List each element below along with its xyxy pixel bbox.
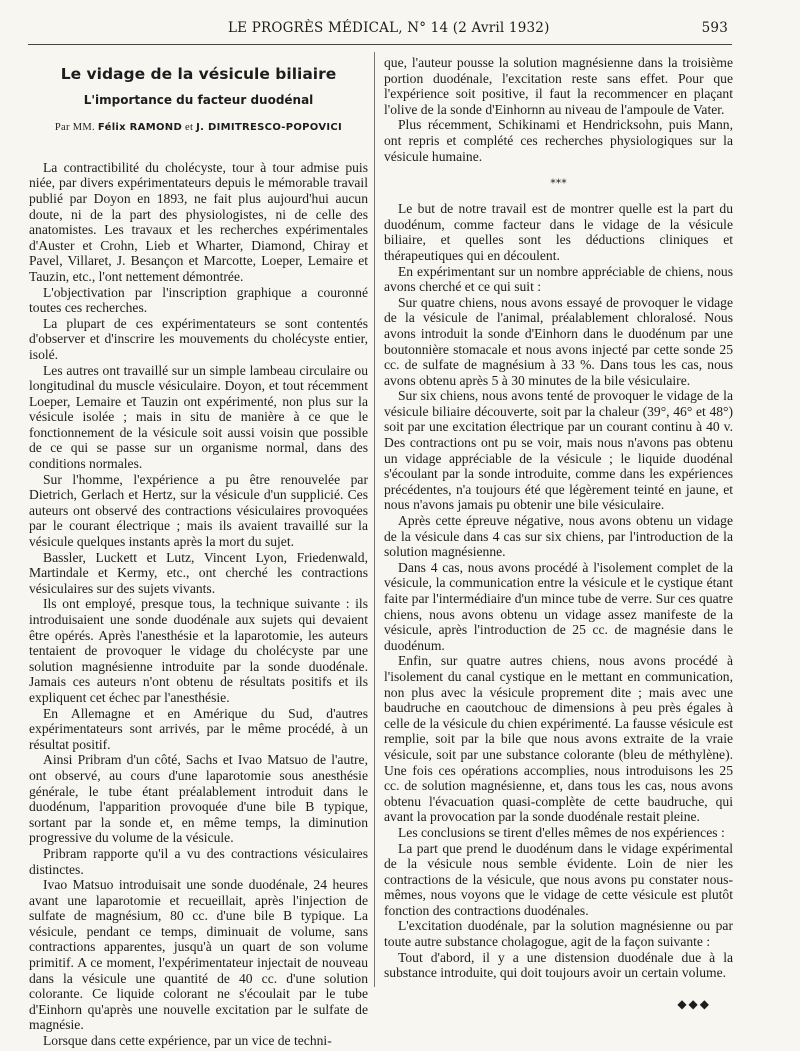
article-title: Le vidage de la vésicule biliaire bbox=[60, 65, 337, 83]
column-divider bbox=[374, 52, 375, 987]
running-title: LE PROGRÈS MÉDICAL, N° 14 (2 Avril 1932) bbox=[228, 20, 550, 36]
paragraph: Lorsque dans cette expérience, par un vice de techni- bbox=[43, 1033, 332, 1049]
paragraph: En Allemagne et en Amérique du Sud, d'autres expérimentateurs sont arrivés, par le même procédé, à un résultat positif. bbox=[29, 705, 368, 752]
running-header bbox=[28, 18, 728, 40]
asterism-separator: ⁎⁎⁎ bbox=[550, 174, 567, 187]
paragraph: Ainsi Pribram d'un côté, Sachs et Ivao Matsuo de l'autre, ont observé, au cours d'une laparotomie sous anesthésie générale, le tube étant préalablement introduit dans le duodénum, l'apparition provoquée d'une bile B typique, sortant par la sonde et, en même temps, la diminution progressive du volume de la vésicule. bbox=[29, 752, 368, 846]
authors-conj: et bbox=[185, 122, 194, 134]
paragraph: Plus récemment, Schikinami et Hendricksohn, puis Mann, ont repris et complété ces recherches physiologiques sur la vésicule humaine. bbox=[384, 117, 733, 164]
paragraph: Bassler, Luckett et Lutz, Vincent Lyon, Friedenwald, Martindale et Kermy, etc., ont cherché les contractions vésiculaires sur des sujets vivants. bbox=[29, 549, 368, 596]
paragraph: Les autres ont travaillé sur un simple lambeau circulaire ou longitudinal du muscle vésiculaire. Doyon, et tout récemment Loeper, Lemaire et Tauzin ont expérimenté, non plus sur la vésicule isolée ; mais in situ de manière à ce que le fonctionnement de la vésicule soit aussi voisin que possible de ce qui se passe sur un organisme normal, dans des conditions normales. bbox=[29, 362, 368, 472]
authors-prefix: Par MM. bbox=[54, 122, 95, 134]
paragraph: Sur l'homme, l'expérience a pu être renouvelée par Dietrich, Gerlach et Hertz, sur la vésicule d'un supplicié. Ces auteurs ont observé des contractions vésiculaires provoquées par le courant électrique ; mais ils avaient travaillé sur la vésicule quelques instants après la mort du sujet. bbox=[29, 471, 368, 550]
paragraph: Le but de notre travail est de montrer quelle est la part du duodénum, comme facteur dans le vidage de la vésicule biliaire, et quelles sont les déductions cliniques et thérapeutiques qui en découlent. bbox=[384, 201, 733, 263]
paragraph: Pribram rapporte qu'il a vu des contractions vésiculaires distinctes. bbox=[29, 845, 368, 877]
paragraph: Ivao Matsuo introduisait une sonde duodénale, 24 heures avant une laparotomie et recueillait, après l'injection de sulfate de magnésium, 80 cc. d'une bile B typique. La vésicule, pendant ce temps, diminuait de volume, sans contractions apparentes, jusqu'à un quart de son volume primitif. A ce moment, l'expérimentateur injectait de nouveau dans la vésicule une quantité de 40 cc. d'une solution colorante. Ce liquide colorant ne s'écoulait par le tube d'Einhorn qu'après une nouvelle excitation par le sulfate de magnésie. bbox=[29, 877, 368, 1033]
end-mark: ◆◆◆ bbox=[677, 996, 711, 1011]
paragraph: que, l'auteur pousse la solution magnésienne dans la troisième portion duodénale, l'excitation reste sans effet. Pour que l'expérience soit positive, il faut la recommencer en plaçant l'olive de la sonde d'Einhornn au niveau de l'ampoule de Vater. bbox=[384, 55, 733, 117]
article-authors bbox=[29, 120, 368, 136]
paragraph: Tout d'abord, il y a une distension duodénale due à la substance introduite, qui doit toujours avoir un certain volume. bbox=[384, 949, 733, 981]
author-dimitresco: J. DIMITRESCO-POPOVICI bbox=[196, 122, 343, 134]
paragraph: La part que prend le duodénum dans le vidage expérimental de la vésicule nous semble évidente. Loin de nier les contractions de la vésicule, que nous avons pu constater nous-mêmes, nous voyons que le vidage de cette vésicule est plutôt fonction des contractions duodénales. bbox=[384, 840, 733, 918]
paragraph: La contractibilité du cholécyste, tour à tour admise puis niée, par divers expérimentateurs depuis le mémorable travail publié par Doyon en 1893, ne fait plus aujourd'hui aucun doute, ni de la part des physiologistes, ni de celle des anatomistes. Les travaux et les recherches expérimentales d'Auster et Crohn, Lieb et Wharter, Diamond, Chiray et Pavel, Villaret, J. Besançon et Marcotte, Loeper, Lemaire et Tauzin, etc., l'ont nettement démontrée. bbox=[29, 159, 368, 284]
author-ramond: Félix RAMOND bbox=[97, 122, 183, 134]
paragraph: L'excitation duodénale, par la solution magnésienne ou par toute autre substance cholagogue, agit de la façon suivante : bbox=[384, 918, 733, 950]
paragraph: Sur six chiens, nous avons tenté de provoquer le vidage de la vésicule biliaire découverte, soit par la chaleur (39°, 46° et 48°) soit par une excitation électrique par un courant continu à 40 v. Des contractions ont pu se voir, mais nous n'avons pas obtenu un vidage appréciable de la vésicule ; le liquide duodénal s'écoulant par la sonde introduite, comme dans les expériences précédentes, n'a toujours été que légèrement teinté en jaune, et nous n'avons jamais pu obtenir une bile vésiculaire. bbox=[384, 388, 733, 513]
right-column bbox=[384, 55, 733, 1012]
article-subtitle: L'importance du facteur duodénal bbox=[83, 92, 314, 107]
paragraph: Sur quatre chiens, nous avons essayé de provoquer le vidage de la vésicule de l'animal, préalablement chloralosé. Nous avons introduit la sonde d'Einhorn dans le duodénum par une boutonnière stomacale et nous avons injecté par cette sonde 25 cc. de sulfate de magnésium à 33 %. Dans tous les cas, nous avons obtenu après 5 à 30 minutes de la bile vésiculaire. bbox=[384, 294, 733, 388]
paragraph: Les conclusions se tirent d'elles mêmes de nos expériences : bbox=[398, 824, 725, 840]
header-rule bbox=[28, 44, 732, 45]
paragraph: En expérimentant sur un nombre appréciable de chiens, nous avons cherché et ce qui suit : bbox=[384, 263, 733, 295]
paragraph: La plupart de ces expérimentateurs se sont contentés d'observer et d'inscrire les mouvements du cholécyste entier, isolé. bbox=[29, 315, 368, 362]
paragraph: Enfin, sur quatre autres chiens, nous avons procédé à l'isolement du canal cystique en le mettant en communication, non plus avec la vésicule proprement dite ; mais avec une baudruche en caoutchouc de dimensions à peu près égales à celle de la vésicule du chien expérimenté. La fausse vésicule est remplie, soit par la bile que nous avons extraite de la vraie vésicule, soit par une substance colorante (bleu de méthylène). Une fois ces opérations accomplies, nous introduisons les 25 cc. de solution magnésienne, et, dans tous les cas, nous avons obtenu l'évacuation quasi-complète de cette baudruche, qui avant la provocation par la sonde duodénale restait pleine. bbox=[384, 653, 733, 825]
paragraph: L'objectivation par l'inscription graphique a couronné toutes ces recherches. bbox=[29, 284, 368, 316]
page-number: 593 bbox=[701, 20, 728, 36]
paragraph: Ils ont employé, presque tous, la technique suivante : ils introduisaient une sonde duodénale aux sujets qui devaient être opérés. Après l'anesthésie et la laparotomie, les auteurs tentaient de provoquer le vidage du cholécyste par une solution magnésienne introduite par la sonde duodénale. Jamais ces auteurs n'ont obtenu de résultats positifs et ils expliquent cet échec par l'anesthésie. bbox=[29, 596, 368, 705]
left-column bbox=[29, 55, 368, 1049]
paragraph: Dans 4 cas, nous avons procédé à l'isolement complet de la vésicule, la communication entre la vésicule et le cystique étant faite par l'intermédiaire d'un mince tube de verre. Sur ces quatre chiens, nous avons obtenu un vidage assez manifeste de la vésicule, après l'introduction de 25 cc. de magnésie dans le duodénum. bbox=[384, 559, 733, 653]
paragraph: Après cette épreuve négative, nous avons obtenu un vidage de la vésicule dans 4 cas sur six chiens, par l'introduction de la solution magnésienne. bbox=[384, 513, 733, 560]
